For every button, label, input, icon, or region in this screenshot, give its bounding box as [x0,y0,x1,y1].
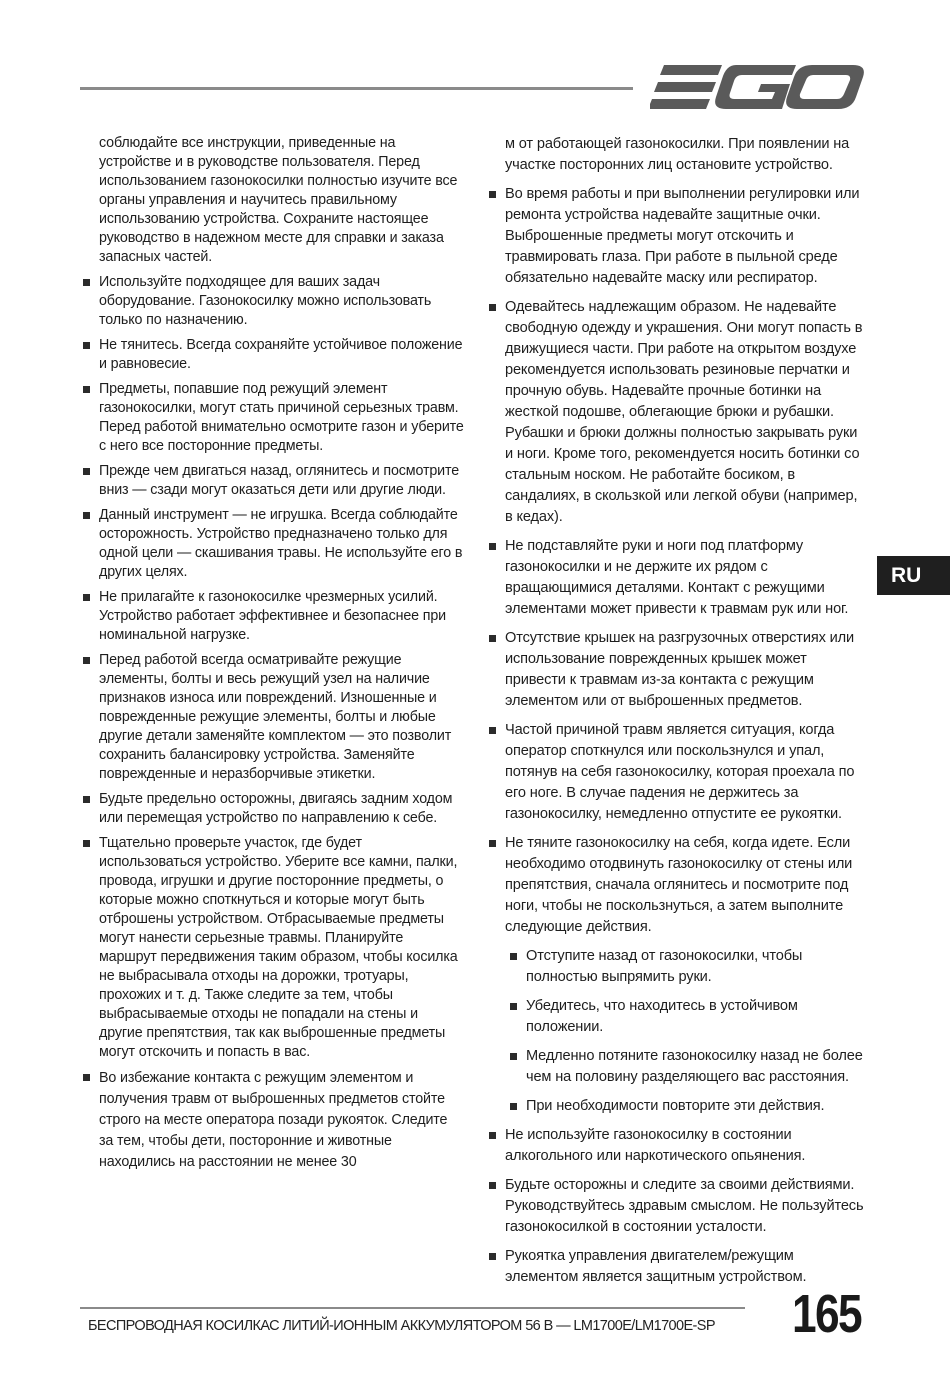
list-item: Не тянитесь. Всегда сохраняйте устойчивое положение и равновесие. [80,336,464,374]
page-number: 165 [792,1284,861,1344]
list-item-continuation: м от работающей газонокосилки. При появлении на участке посторонних лиц остановите устройство. [505,136,850,173]
sub-list-item: При необходимости повторите эти действия. [507,1096,864,1117]
right-column [486,134,864,1296]
list-item: Не тяните газонокосилку на себя, когда идете. Если необходимо отодвинуть газонокосилку от стены или препятствия, сначала оглянитесь и посмотрите под ноги, чтобы не поскользнуться, а затем выполните следующие действия. [486,833,864,938]
list-item: Во избежание контакта с режущим элементом и получения травм от выброшенных предметов стойте строго на месте оператора позади рукояток. Следите за тем, чтобы дети, посторонние и животные находились на расстоянии не менее 30 [80,1068,464,1173]
bullet-icon [83,386,90,393]
header-rule [80,87,633,90]
list-item: Тщательно проверьте участок, где будет использоваться устройство. Уберите все камни, палки, провода, игрушки и другие посторонние предметы, о которые можно споткнуться и которые могут быть отброшены устройством. Отбрасываемые предметы могут нанести серьезные травмы. Планируйте маршрут передвижения таким образом, чтобы косилка не выбрасывала отходы на дорожки, тротуары, прохожих и т. д. Также следите за тем, чтобы выбрасываемые отходы не попадали на стены и другие препятствия, так как выброшенные предметы могут отскочить и попасть в вас. [80,834,464,1062]
list-item: Перед работой всегда осматривайте режущие элементы, болты и весь режущий узел на наличие признаков износа или повреждений. Изношенные и поврежденные режущие элементы, болты и любые другие детали заменяйте комплектом — это позволит сохранить балансировку устройства. Заменяйте поврежденные и неразборчивые этикетки. [80,651,464,784]
bullet-icon [489,1253,496,1260]
bullet-icon [489,840,496,847]
footer-title: БЕСПРОВОДНАЯ КОСИЛКАС ЛИТИЙ-ИОННЫМ АККУМУЛЯТОРОМ 56 В — LM1700E/LM1700E-SP [88,1318,715,1334]
bullet-icon [83,796,90,803]
list-item: Будьте предельно осторожны, двигаясь задним ходом или перемещая устройство по направлению к себе. [80,790,464,828]
bullet-icon [489,1132,496,1139]
bullet-icon [83,468,90,475]
bullet-icon [489,191,496,198]
bullet-icon [489,1182,496,1189]
bullet-icon [510,1103,517,1110]
bullet-icon [510,953,517,960]
bullet-icon [83,657,90,664]
bullet-icon [510,1003,517,1010]
bullet-icon [83,512,90,519]
list-item: Будьте осторожны и следите за своими действиями. Руководствуйтесь здравым смыслом. Не пользуйтесь газонокосилкой в состоянии усталости. [486,1175,864,1238]
footer-rule [80,1307,745,1309]
list-item-continuation: соблюдайте все инструкции, приведенные на устройстве и в руководстве пользователя. Перед использованием газонокосилки полностью изучите все органы управления и научитесь правильному использованию устройства. Сохраните настоящее руководство в надежном месте для справки и заказа запасных частей. [99,135,458,265]
bullet-icon [83,1074,90,1081]
bullet-icon [489,727,496,734]
bullet-icon [83,342,90,349]
sub-list-item: Отступите назад от газонокосилки, чтобы полностью выпрямить руки. [507,946,864,988]
bullet-icon [489,543,496,550]
bullet-icon [489,635,496,642]
left-column [80,134,464,1179]
bullet-icon [489,304,496,311]
list-item: Используйте подходящее для ваших задач оборудование. Газонокосилку можно использовать только по назначению. [80,273,464,330]
list-item: Не прилагайте к газонокосилке чрезмерных усилий. Устройство работает эффективнее и безопаснее при номинальной нагрузке. [80,588,464,645]
sub-list-item: Убедитесь, что находитесь в устойчивом положении. [507,996,864,1038]
language-tab: RU [877,556,950,595]
list-item: Предметы, попавшие под режущий элемент газонокосилки, могут стать причиной серьезных травм. Перед работой внимательно осмотрите газон и уберите с него все посторонние предметы. [80,380,464,456]
list-item: Данный инструмент — не игрушка. Всегда соблюдайте осторожность. Устройство предназначено только для одной цели — скашивания травы. Не используйте его в других целях. [80,506,464,582]
sub-list-item: Медленно потяните газонокосилку назад не более чем на половину разделяющего вас расстояния. [507,1046,864,1088]
bullet-icon [510,1053,517,1060]
bullet-icon [83,279,90,286]
list-item: Не подставляйте руки и ноги под платформу газонокосилки и не держите их рядом с вращающимися деталями. Контакт с режущими элементами может привести к травмам рук или ног. [486,536,864,620]
list-item: Одевайтесь надлежащим образом. Не надевайте свободную одежду и украшения. Они могут попасть в движущиеся части. При работе на открытом воздухе рекомендуется использовать резиновые перчатки и прочную обувь. Надевайте прочные ботинки на жесткой подошве, облегающие брюки и рубашки. Рубашки и брюки должны полностью закрывать руки и ноги. Кроме того, рекомендуется носить ботинки со стальным носком. Не работайте босиком, в сандалиях, в скользкой или легкой обуви (например, в кедах). [486,297,864,528]
list-item: Рукоятка управления двигателем/режущим элементом является защитным устройством. [486,1246,864,1288]
list-item: Не используйте газонокосилку в состоянии алкогольного или наркотического опьянения. [486,1125,864,1167]
bullet-icon [83,594,90,601]
list-item: Отсутствие крышек на разгрузочных отверстиях или использование поврежденных крышек может привести к травмам из-за контакта с режущим элементом или от выброшенных предметов. [486,628,864,712]
list-item: Прежде чем двигаться назад, оглянитесь и посмотрите вниз — сзади могут оказаться дети или другие люди. [80,462,464,500]
ego-logo [650,62,865,114]
bullet-icon [83,840,90,847]
list-item: Частой причиной травм является ситуация, когда оператор споткнулся или поскользнулся и упал, потянув на себя газонокосилку, которая проехала по его ноге. В случае падения не держитесь за газонокосилку, немедленно отпустите ее рукоятки. [486,720,864,825]
list-item: Во время работы и при выполнении регулировки или ремонта устройства надевайте защитные очки. Выброшенные предметы могут отскочить и травмировать глаза. При работе в пыльной среде обязательно надевайте маску или респиратор. [486,184,864,289]
